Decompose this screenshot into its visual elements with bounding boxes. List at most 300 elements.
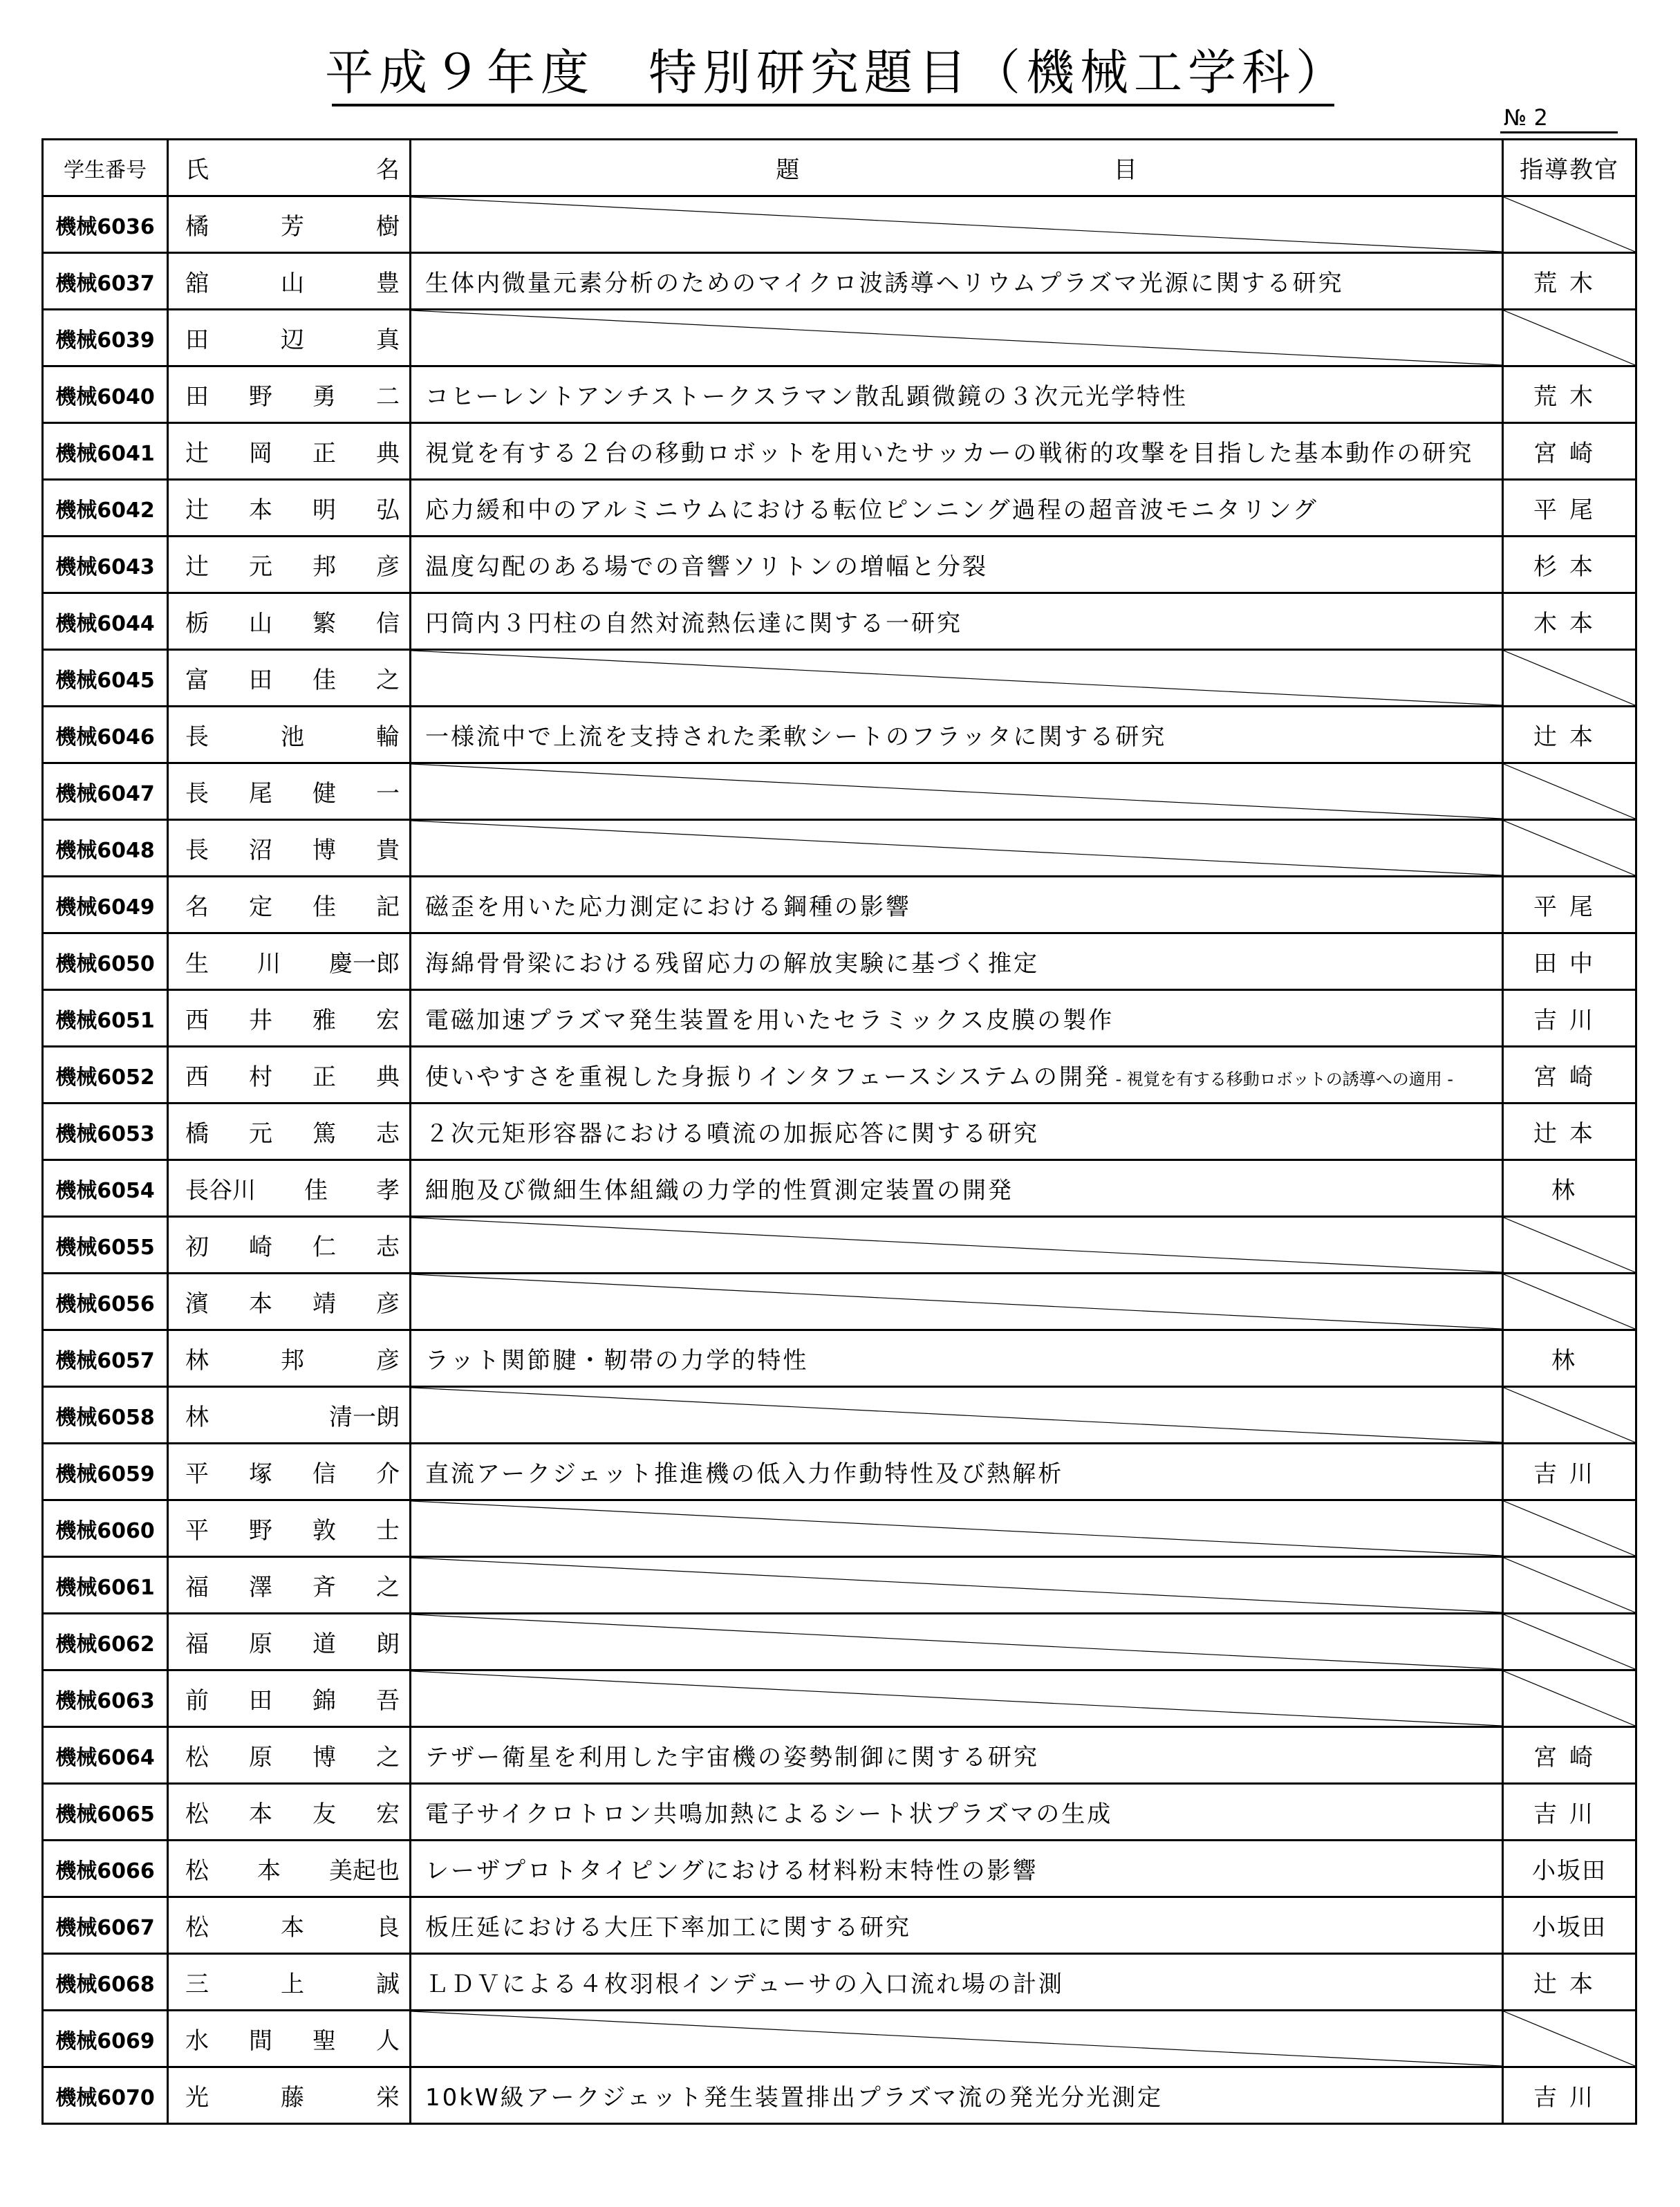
student-name-part: 真 (376, 326, 400, 354)
research-title (411, 990, 1503, 1047)
header-name-left: 氏 (185, 156, 209, 184)
advisor-empty-cell (1503, 1500, 1636, 1557)
advisor: 宮崎 (1503, 423, 1636, 480)
student-id: 機械6045 (43, 650, 168, 707)
student-name-part: 宏 (376, 1800, 400, 1828)
table-row (43, 933, 1636, 990)
student-id: 機械6041 (43, 423, 168, 480)
student-name-part: 尾 (249, 780, 272, 808)
student-name-part: 定 (249, 893, 272, 921)
student-name (168, 650, 411, 707)
student-name-part: 松 (185, 1744, 209, 1771)
student-name-part: 聖 (312, 2027, 336, 2055)
table-row (43, 1841, 1636, 1897)
title-empty-cell (411, 763, 1503, 820)
student-name-part: 井 (249, 1007, 272, 1034)
student-id: 機械6060 (43, 1500, 168, 1557)
student-name-part: 志 (376, 1233, 400, 1261)
table-row (43, 1727, 1636, 1784)
student-name-part: 美起也 (329, 1857, 400, 1885)
student-name-part: 健 (312, 780, 336, 808)
student-name (168, 1330, 411, 1387)
student-name (168, 877, 411, 933)
student-name-part: 富 (185, 667, 209, 694)
table-row (43, 763, 1636, 820)
student-name-part: 二 (376, 383, 400, 411)
student-name-part: 濱 (185, 1290, 209, 1318)
student-name (168, 2067, 411, 2124)
student-name (168, 537, 411, 593)
student-name-part: 佳 (312, 667, 336, 694)
table-row (43, 1104, 1636, 1160)
student-id: 機械6056 (43, 1274, 168, 1330)
advisor-empty-cell (1503, 196, 1636, 253)
student-name-part: 勇 (312, 383, 336, 411)
student-id: 機械6044 (43, 593, 168, 650)
student-name-part: 沼 (249, 837, 272, 864)
student-name-part: 辺 (281, 326, 304, 354)
student-id: 機械6069 (43, 2011, 168, 2067)
student-name-part: 長谷川 (185, 1177, 256, 1204)
research-title-text: 板圧延における大圧下率加工に関する研究 (425, 1914, 911, 1941)
student-id: 機械6050 (43, 933, 168, 990)
student-name-part: 正 (312, 440, 336, 467)
header-title-right: 目 (1113, 156, 1137, 184)
table-row (43, 1897, 1636, 1954)
table-row (43, 423, 1636, 480)
title-empty-cell (411, 310, 1503, 366)
advisor: 荒木 (1503, 366, 1636, 423)
student-name-part: 博 (312, 1744, 336, 1771)
student-name (168, 1444, 411, 1500)
research-title (411, 593, 1503, 650)
table-row (43, 877, 1636, 933)
advisor: 吉川 (1503, 990, 1636, 1047)
advisor-empty-cell (1503, 1557, 1636, 1614)
student-name-part: 松 (185, 1914, 209, 1941)
research-title-text: コヒーレントアンチストークスラマン散乱顕微鏡の３次元光学特性 (425, 383, 1188, 411)
title-empty-cell (411, 196, 1503, 253)
advisor: 平尾 (1503, 480, 1636, 537)
student-name-part: 福 (185, 1574, 209, 1601)
research-title (411, 1784, 1503, 1841)
student-id: 機械6042 (43, 480, 168, 537)
student-name (168, 1557, 411, 1614)
student-name-part: 敦 (312, 1517, 336, 1545)
research-topics-table (41, 138, 1637, 2125)
student-name-part: 栄 (376, 2084, 400, 2112)
student-name-part: 雅 (312, 1007, 336, 1034)
student-name-part: 之 (376, 1574, 400, 1601)
advisor-empty-cell (1503, 1670, 1636, 1727)
student-name-part: 初 (185, 1233, 209, 1261)
research-title-text: 電子サイクロトロン共鳴加熱によるシート状プラズマの生成 (425, 1800, 1113, 1828)
student-name-part: 川 (257, 950, 281, 978)
research-title (411, 2067, 1503, 2124)
table-row (43, 820, 1636, 877)
title-underline (332, 104, 1334, 106)
student-name-part: 西 (185, 1063, 209, 1091)
student-id: 機械6067 (43, 1897, 168, 1954)
research-title-text: 応力緩和中のアルミニウムにおける転位ピンニング過程の超音波モニタリング (425, 496, 1318, 524)
research-title-text: レーザプロトタイピングにおける材料粉末特性の影響 (425, 1857, 1038, 1885)
advisor: 小坂田 (1503, 1841, 1636, 1897)
research-title (411, 480, 1503, 537)
advisor: 木本 (1503, 593, 1636, 650)
research-title (411, 933, 1503, 990)
title-empty-cell (411, 1670, 1503, 1727)
student-name (168, 2011, 411, 2067)
student-name-part: 吾 (376, 1687, 400, 1715)
student-name-part: 舘 (185, 270, 209, 297)
student-name-part: 豊 (376, 270, 400, 297)
student-name-part: 平 (185, 1460, 209, 1488)
student-id: 機械6039 (43, 310, 168, 366)
research-title (411, 1160, 1503, 1217)
research-title (411, 707, 1503, 763)
research-title (411, 1897, 1503, 1954)
title-empty-cell (411, 1387, 1503, 1444)
student-name-part: 志 (376, 1120, 400, 1148)
student-id: 機械6062 (43, 1614, 168, 1670)
student-id: 機械6054 (43, 1160, 168, 1217)
research-title-text: ラット関節腱・靭帯の力学的特性 (425, 1347, 809, 1375)
header-name (168, 140, 411, 196)
student-id: 機械6061 (43, 1557, 168, 1614)
student-name-part: 貴 (376, 837, 400, 864)
research-title-text: 一様流中で上流を支持された柔軟シートのフラッタに関する研究 (425, 723, 1167, 751)
student-name-part: 錦 (312, 1687, 336, 1715)
student-name-part: 名 (185, 893, 209, 921)
table-row (43, 1670, 1636, 1727)
student-id: 機械6066 (43, 1841, 168, 1897)
student-id: 機械6055 (43, 1217, 168, 1274)
student-name-part: 元 (249, 553, 272, 581)
student-name-part: 信 (312, 1460, 336, 1488)
header-name-right: 名 (376, 156, 400, 184)
student-name (168, 707, 411, 763)
student-name (168, 366, 411, 423)
student-id: 機械6043 (43, 537, 168, 593)
student-name-part: 彦 (376, 1347, 400, 1375)
table-row (43, 707, 1636, 763)
title-empty-cell (411, 820, 1503, 877)
advisor-empty-cell (1503, 2011, 1636, 2067)
student-name (168, 990, 411, 1047)
research-title-text: 電磁加速プラズマ発生装置を用いたセラミックス皮膜の製作 (425, 1007, 1114, 1034)
student-name-part: 佳 (312, 893, 336, 921)
student-name-part: 記 (376, 893, 400, 921)
student-id: 機械6063 (43, 1670, 168, 1727)
student-name (168, 310, 411, 366)
student-name (168, 480, 411, 537)
research-title-text: 10kW級アークジェット発生装置排出プラズマ流の発光分光測定 (425, 2084, 1164, 2112)
advisor: 宮崎 (1503, 1047, 1636, 1104)
student-name-part: 本 (249, 1290, 272, 1318)
student-name-part: 野 (249, 1517, 272, 1545)
student-name (168, 253, 411, 310)
table-row (43, 650, 1636, 707)
student-name-part: 水 (185, 2027, 209, 2055)
advisor: 杉本 (1503, 537, 1636, 593)
research-title-text: ＬＤＶによる４枚羽根インデューサの入口流れ場の計測 (425, 1971, 1064, 1998)
student-id: 機械6046 (43, 707, 168, 763)
advisor-empty-cell (1503, 1217, 1636, 1274)
student-name-part: 之 (376, 1744, 400, 1771)
research-title (411, 537, 1503, 593)
student-name-part: 長 (185, 723, 209, 751)
table-row (43, 1330, 1636, 1387)
student-id: 機械6037 (43, 253, 168, 310)
title-empty-cell (411, 1500, 1503, 1557)
student-name (168, 1160, 411, 1217)
research-title-text: 海綿骨骨梁における残留応力の解放実験に基づく推定 (425, 950, 1039, 978)
student-name-part: 長 (185, 780, 209, 808)
student-name-part: 松 (185, 1800, 209, 1828)
student-name-part: 邦 (312, 553, 336, 581)
student-name-part: 長 (185, 837, 209, 864)
title-empty-cell (411, 1274, 1503, 1330)
student-name (168, 1387, 411, 1444)
student-id: 機械6058 (43, 1387, 168, 1444)
table-row (43, 537, 1636, 593)
research-title-text: 使いやすさを重視した身振りインタフェースシステムの開発 (425, 1063, 1110, 1091)
student-name-part: 元 (249, 1120, 272, 1148)
table-row (43, 990, 1636, 1047)
research-title-text: 温度勾配のある場での音響ソリトンの増幅と分裂 (425, 553, 988, 581)
student-name-part: 弘 (376, 496, 400, 524)
advisor-empty-cell (1503, 1614, 1636, 1670)
research-title (411, 1047, 1503, 1104)
header-advisor: 指導教官 (1503, 140, 1636, 196)
student-name-part: 西 (185, 1007, 209, 1034)
student-id: 機械6070 (43, 2067, 168, 2124)
table-row (43, 1784, 1636, 1841)
table-body (43, 196, 1636, 2124)
student-name-part: 士 (376, 1517, 400, 1545)
table-row (43, 196, 1636, 253)
table-row (43, 253, 1636, 310)
student-name-part: 一 (376, 780, 400, 808)
student-name-part: 信 (376, 610, 400, 637)
advisor: 吉川 (1503, 1444, 1636, 1500)
student-name (168, 1104, 411, 1160)
student-name-part: 彦 (376, 1290, 400, 1318)
advisor: 吉川 (1503, 1784, 1636, 1841)
research-title-subtitle: - 視覚を有する移動ロボットの誘導への適用 - (1110, 1070, 1454, 1089)
student-name (168, 763, 411, 820)
student-name-part: 林 (185, 1404, 209, 1431)
research-title (411, 1104, 1503, 1160)
student-name-part: 岡 (249, 440, 272, 467)
student-name-part: 典 (376, 440, 400, 467)
student-name-part: 生 (185, 950, 209, 978)
research-title-text: ２次元矩形容器における噴流の加振応答に関する研究 (425, 1120, 1039, 1148)
student-name (168, 933, 411, 990)
header-title (411, 140, 1503, 196)
advisor: 辻本 (1503, 1954, 1636, 2011)
student-name (168, 593, 411, 650)
student-id: 機械6057 (43, 1330, 168, 1387)
student-name-part: 彦 (376, 553, 400, 581)
table-row (43, 2011, 1636, 2067)
student-name-part: 野 (249, 383, 272, 411)
research-title (411, 423, 1503, 480)
student-name-part: 朗 (376, 1630, 400, 1658)
table-row (43, 1160, 1636, 1217)
research-title-text: 細胞及び微細生体組織の力学的性質測定装置の開発 (425, 1177, 1014, 1204)
table-row (43, 1274, 1636, 1330)
research-title-text: 磁歪を用いた応力測定における鋼種の影響 (425, 893, 911, 921)
title-empty-cell (411, 650, 1503, 707)
research-title (411, 366, 1503, 423)
student-name-part: 栃 (185, 610, 209, 637)
student-name-part: 塚 (249, 1460, 272, 1488)
student-name-part: 山 (249, 610, 272, 637)
student-name-part: 辻 (185, 496, 209, 524)
table-row (43, 1614, 1636, 1670)
student-id: 機械6040 (43, 366, 168, 423)
student-name-part: 平 (185, 1517, 209, 1545)
student-name-part: 正 (312, 1063, 336, 1091)
table-row (43, 1444, 1636, 1500)
student-name (168, 1047, 411, 1104)
page-number-underline (1500, 131, 1618, 133)
student-name-part: 辻 (185, 440, 209, 467)
table-row (43, 2067, 1636, 2124)
table-row (43, 1557, 1636, 1614)
advisor: 林 (1503, 1160, 1636, 1217)
advisor: 林 (1503, 1330, 1636, 1387)
research-title (411, 1841, 1503, 1897)
header-student-id: 学生番号 (43, 140, 168, 196)
student-name (168, 1217, 411, 1274)
student-name-part: 本 (249, 496, 272, 524)
student-name-part: 間 (249, 2027, 272, 2055)
advisor-empty-cell (1503, 310, 1636, 366)
student-name-part: 本 (257, 1857, 281, 1885)
table-row (43, 1387, 1636, 1444)
student-id: 機械6047 (43, 763, 168, 820)
student-name-part: 林 (185, 1347, 209, 1375)
student-name-part: 山 (281, 270, 304, 297)
student-name (168, 1727, 411, 1784)
advisor: 辻本 (1503, 1104, 1636, 1160)
student-name-part: 芳 (281, 213, 304, 241)
student-name-part: 上 (281, 1971, 304, 1998)
student-name-part: 佳 (304, 1177, 328, 1204)
student-name-part: 友 (312, 1800, 336, 1828)
student-name-part: 樹 (376, 213, 400, 241)
research-title-text: テザー衛星を利用した宇宙機の姿勢制御に関する研究 (425, 1744, 1039, 1771)
student-name (168, 1897, 411, 1954)
student-name-part: 誠 (376, 1971, 400, 1998)
title-empty-cell (411, 1614, 1503, 1670)
research-title (411, 1727, 1503, 1784)
student-name-part: 介 (376, 1460, 400, 1488)
advisor: 荒木 (1503, 253, 1636, 310)
student-id: 機械6065 (43, 1784, 168, 1841)
student-name-part: 田 (185, 383, 209, 411)
student-name (168, 1500, 411, 1557)
student-name (168, 196, 411, 253)
student-name-part: 博 (312, 837, 336, 864)
advisor: 小坂田 (1503, 1897, 1636, 1954)
title-empty-cell (411, 1557, 1503, 1614)
student-id: 機械6036 (43, 196, 168, 253)
table-header-row (43, 140, 1636, 196)
research-title (411, 1444, 1503, 1500)
advisor: 辻本 (1503, 707, 1636, 763)
table-row (43, 366, 1636, 423)
student-name-part: 澤 (249, 1574, 272, 1601)
advisor: 吉川 (1503, 2067, 1636, 2124)
student-name-part: 本 (281, 1914, 304, 1941)
student-name-part: 村 (249, 1063, 272, 1091)
advisor: 平尾 (1503, 877, 1636, 933)
research-title (411, 1330, 1503, 1387)
student-name-part: 三 (185, 1971, 209, 1998)
student-name-part: 本 (249, 1800, 272, 1828)
student-id: 機械6049 (43, 877, 168, 933)
student-name-part: 光 (185, 2084, 209, 2112)
student-name-part: 宏 (376, 1007, 400, 1034)
research-title-text: 直流アークジェット推進機の低入力作動特性及び熱解析 (425, 1460, 1064, 1488)
student-name (168, 1274, 411, 1330)
advisor: 田中 (1503, 933, 1636, 990)
student-name (168, 1954, 411, 2011)
student-name-part: 橋 (185, 1120, 209, 1148)
table-row (43, 310, 1636, 366)
student-id: 機械6051 (43, 990, 168, 1047)
student-id: 機械6052 (43, 1047, 168, 1104)
student-name-part: 池 (281, 723, 304, 751)
student-name-part: 良 (376, 1914, 400, 1941)
student-name-part: 福 (185, 1630, 209, 1658)
research-title (411, 877, 1503, 933)
student-name-part: 邦 (281, 1347, 304, 1375)
student-name (168, 820, 411, 877)
research-title-text: 生体内微量元素分析のためのマイクロ波誘導ヘリウムプラズマ光源に関する研究 (425, 270, 1344, 297)
student-name-part: 原 (249, 1744, 272, 1771)
student-id: 機械6064 (43, 1727, 168, 1784)
student-name (168, 1784, 411, 1841)
advisor-empty-cell (1503, 763, 1636, 820)
student-name-part: 篤 (312, 1120, 336, 1148)
student-name-part: 松 (185, 1857, 209, 1885)
student-name-part: 斉 (312, 1574, 336, 1601)
research-title (411, 1954, 1503, 2011)
student-name-part: 田 (249, 667, 272, 694)
student-name-part: 繁 (312, 610, 336, 637)
student-name-part: 崎 (249, 1233, 272, 1261)
student-name (168, 423, 411, 480)
research-title-text: 視覚を有する２台の移動ロボットを用いたサッカーの戦術的攻撃を目指した基本動作の研究 (425, 440, 1474, 467)
student-name-part: 典 (376, 1063, 400, 1091)
student-name-part: 清一朗 (329, 1404, 400, 1431)
header-title-left: 題 (776, 156, 800, 184)
student-name-part: 辻 (185, 553, 209, 581)
title-empty-cell (411, 2011, 1503, 2067)
student-id: 機械6068 (43, 1954, 168, 2011)
title-empty-cell (411, 1217, 1503, 1274)
student-name-part: 孝 (376, 1177, 400, 1204)
student-id: 機械6053 (43, 1104, 168, 1160)
research-title (411, 253, 1503, 310)
research-title-text: 円筒内３円柱の自然対流熱伝達に関する一研究 (425, 610, 962, 637)
student-name-part: 藤 (281, 2084, 304, 2112)
student-name-part: 前 (185, 1687, 209, 1715)
